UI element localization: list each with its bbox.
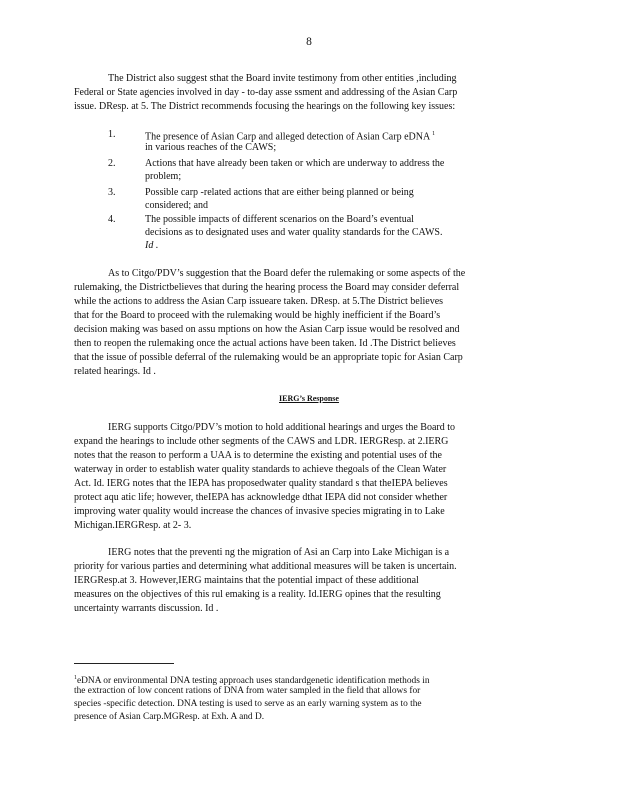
paragraph-1-line-3: issue. DResp. at 5. The District recommends focusing the hearings on the following key issues: — [74, 101, 456, 112]
paragraph-3-line: IERG supports Citgo/PDV’s motion to hold additional hearings and urges the Board to — [108, 422, 456, 433]
paragraph-2-line: rulemaking, the Districtbelieves that during the hearing process the Board may consider deferral — [74, 282, 460, 293]
paragraph-2-line: that for the Board to proceed with the rulemaking would be highly inefficient if the Board’s — [74, 310, 441, 321]
list-item-text: The presence of Asian Carp and alleged detection of Asian Carp eDNA $^1$ — [145, 131, 436, 143]
paragraph-2-line: As to Citgo/PDV’s suggestion that the Board defer the rulemaking or some aspects of the — [108, 268, 466, 279]
paragraph-3-line: improving water quality would increase the chances of invasive species migrating in to Lake — [74, 506, 445, 517]
list-item-number: 3. — [108, 187, 116, 198]
list-item-text: considered; and — [145, 200, 209, 211]
paragraph-3-line: expand the hearings to include other segments of the CAWS and LDR. IERGResp. at 2.IERG — [74, 436, 449, 447]
paragraph-2-line: while the actions to address the Asian Carp issueare taken. DResp. at 5.The District believes — [74, 296, 444, 307]
paragraph-2-line: that the issue of possible deferral of the rulemaking would be an appropriate topic for Asian Carp — [74, 352, 463, 363]
list-item-number: 4. — [108, 214, 116, 225]
paragraph-4-line: priority for various parties and determining what additional measures will be taken is uncertain. — [74, 561, 457, 572]
footnote-separator — [74, 663, 174, 664]
list-item-text: Possible carp -related actions that are either being planned or being — [145, 187, 414, 198]
paragraph-3-line: Act. Id. IERG notes that the IEPA has proposedwater quality standard s that theIEPA believes — [74, 478, 448, 489]
footnote-line: species -specific detection. DNA testing is used to serve as an early warning system as to the — [74, 699, 422, 709]
list-item-text: Actions that have already been taken or which are underway to address the — [145, 158, 445, 169]
paragraph-3-line: waterway in order to establish water quality standards to achieve thegoals of the Clean Water — [74, 464, 447, 475]
paragraph-3-line: notes that the reason to perform a UAA is to determine the existing and potential uses of the — [74, 450, 442, 461]
footnote-line: presence of Asian Carp.MGResp. at Exh. A and D. — [74, 712, 265, 722]
paragraph-2-line: decision making was based on assu mptions on how the Asian Carp issue would be resolved and — [74, 324, 460, 335]
list-item-text: in various reaches of the CAWS; — [145, 142, 277, 153]
list-item-text: Id . — [145, 240, 159, 251]
paragraph-1-line-2: Federal or State agencies involved in day - to-day asse ssment and addressing of the Asian Carp — [74, 87, 458, 98]
list-item-number: 1. — [108, 129, 116, 140]
paragraph-4-line: IERG notes that the preventi ng the migration of Asi an Carp into Lake Michigan is a — [108, 547, 450, 558]
list-item-text: problem; — [145, 171, 182, 182]
paragraph-3-line: protect aqu atic life; however, theIEPA has acknowledge dthat IEPA did not consider whether — [74, 492, 448, 503]
paragraph-4-line: uncertainty warrants discussion. Id . — [74, 603, 219, 614]
list-item-text: decisions as to designated uses and water quality standards for the CAWS. — [145, 227, 443, 238]
list-item-number: 2. — [108, 158, 116, 169]
page-number: 8 — [306, 36, 312, 48]
paragraph-2-line: related hearings. Id . — [74, 366, 156, 377]
footnote-line: the extraction of low concent rations of DNA from water sampled in the field that allows for — [74, 686, 421, 696]
footnote-marker: 1 — [432, 131, 436, 137]
paragraph-4-line: measures on the objectives of this rul emaking is a reality. Id.IERG opines that the resulting — [74, 589, 441, 600]
paragraph-2-line: then to reopen the rulemaking once the actual actions have been taken. Id .The District believes — [74, 338, 456, 349]
section-heading: IERG’s Response — [279, 394, 339, 403]
footnote-line: $^1$eDNA or environmental DNA testing approach uses standardgenetic identification methods in — [74, 675, 430, 687]
list-item-text: The possible impacts of different scenarios on the Board’s eventual — [145, 214, 414, 225]
paragraph-3-line: Michigan.IERGResp. at 2- 3. — [74, 520, 192, 531]
paragraph-1-line-1: The District also suggest sthat the Board invite testimony from other entities ,including — [108, 73, 457, 84]
footnote-marker: 1 — [74, 675, 77, 681]
paragraph-4-line: IERGResp.at 3. However,IERG maintains that the potential impact of these additional — [74, 575, 419, 586]
